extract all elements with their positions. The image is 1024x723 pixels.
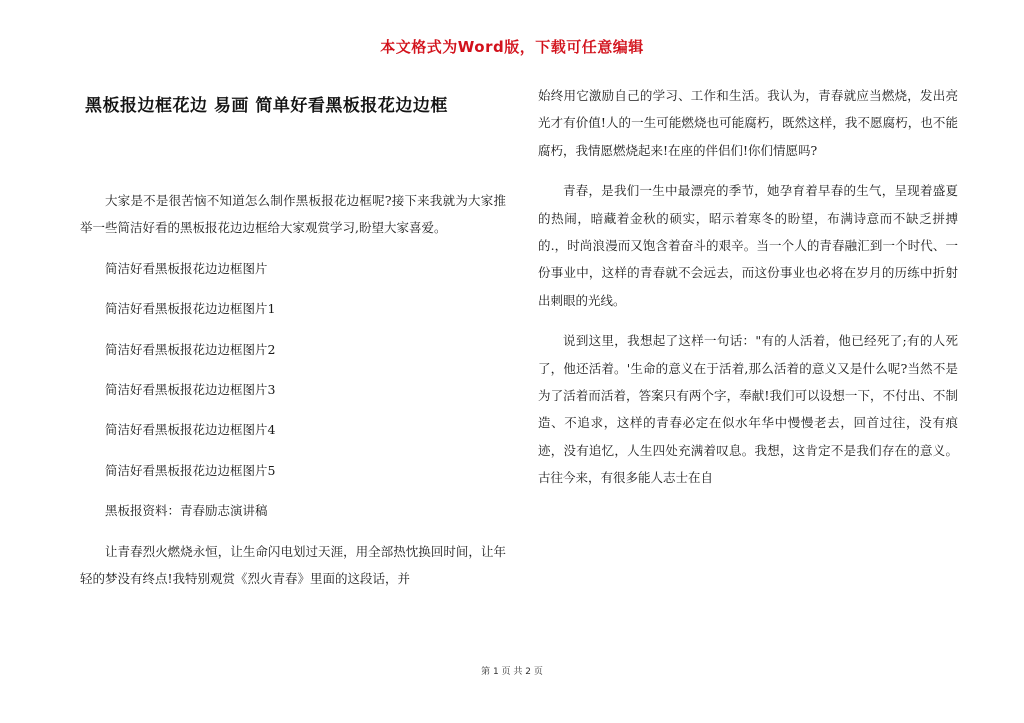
- meaning-paragraph: 说到这里，我想起了这样一句话："有的人活着，他已经死了;有的人死了，他还活着。'生命的意义在于活着,那么活着的意义又是什么呢?当然不是为了活着而活着，答案只有两个字，奉献!我们可以设想一下，不付出、不制造、不追求，这样的青春必定在似水年华中慢慢老去，回首过往，没有痕迹，没有追忆，人生四处充满着叹息。我想，这肯定不是我们存在的意义。古往今来，有很多能人志士在自: [538, 333, 958, 486]
- document-title: 黑板报边框花边 易画 简单好看黑板报花边边框: [85, 96, 448, 116]
- list-item: 简洁好看黑板报花边边框图片5: [105, 462, 276, 478]
- right-column: [538, 82, 958, 505]
- youth-paragraph: 青春，是我们一生中最漂亮的季节，她孕育着早春的生气，呈现着盛夏的热闹，暗藏着金秋的硕实，昭示着寒冬的盼望，布满诗意而不缺乏拼搏的.，时尚浪漫而又饱含着奋斗的艰辛。当一个人的青春融汇到一个时代、一份事业中，这样的青春就不会远去，而这份事业也必将在岁月的历练中折射出刺眼的光线。: [538, 183, 958, 308]
- title-spacer: [80, 121, 506, 187]
- section-heading: 黑板报资料：青春励志演讲稿: [105, 503, 268, 519]
- list-item: 简洁好看黑板报花边边框图片1: [105, 301, 276, 317]
- speech-paragraph-start: 让青春烈火燃烧永恒，让生命闪电划过天涯，用全部热忱换回时间，让年轻的梦没有终点!我特别观赏《烈火青春》里面的这段话，并: [80, 543, 506, 587]
- left-column: [80, 91, 506, 605]
- page-number: 第 1 页 共 2 页: [481, 667, 543, 677]
- list-item: 简洁好看黑板报花边边框图片4: [105, 422, 276, 438]
- speech-paragraph-continued: 始终用它激励自己的学习、工作和生活。我认为，青春就应当燃烧，发出亮光才有价值!人的一生可能燃烧也可能腐朽，既然这样，我不愿腐朽，也不能腐朽，我情愿燃烧起来!在座的伴侣们!你们情愿吗?: [538, 88, 958, 158]
- list-item: 简洁好看黑板报花边边框图片2: [105, 341, 276, 357]
- list-item: 简洁好看黑板报花边边框图片3: [105, 382, 276, 398]
- list-item: 简洁好看黑板报花边边框图片: [105, 260, 268, 276]
- download-banner: 本文格式为Word版，下载可任意编辑: [380, 38, 644, 56]
- intro-paragraph: 大家是不是很苦恼不知道怎么制作黑板报花边框呢?接下来我就为大家推举一些简洁好看的黑板报花边边框给大家观赏学习,盼望大家喜爱。: [80, 193, 506, 236]
